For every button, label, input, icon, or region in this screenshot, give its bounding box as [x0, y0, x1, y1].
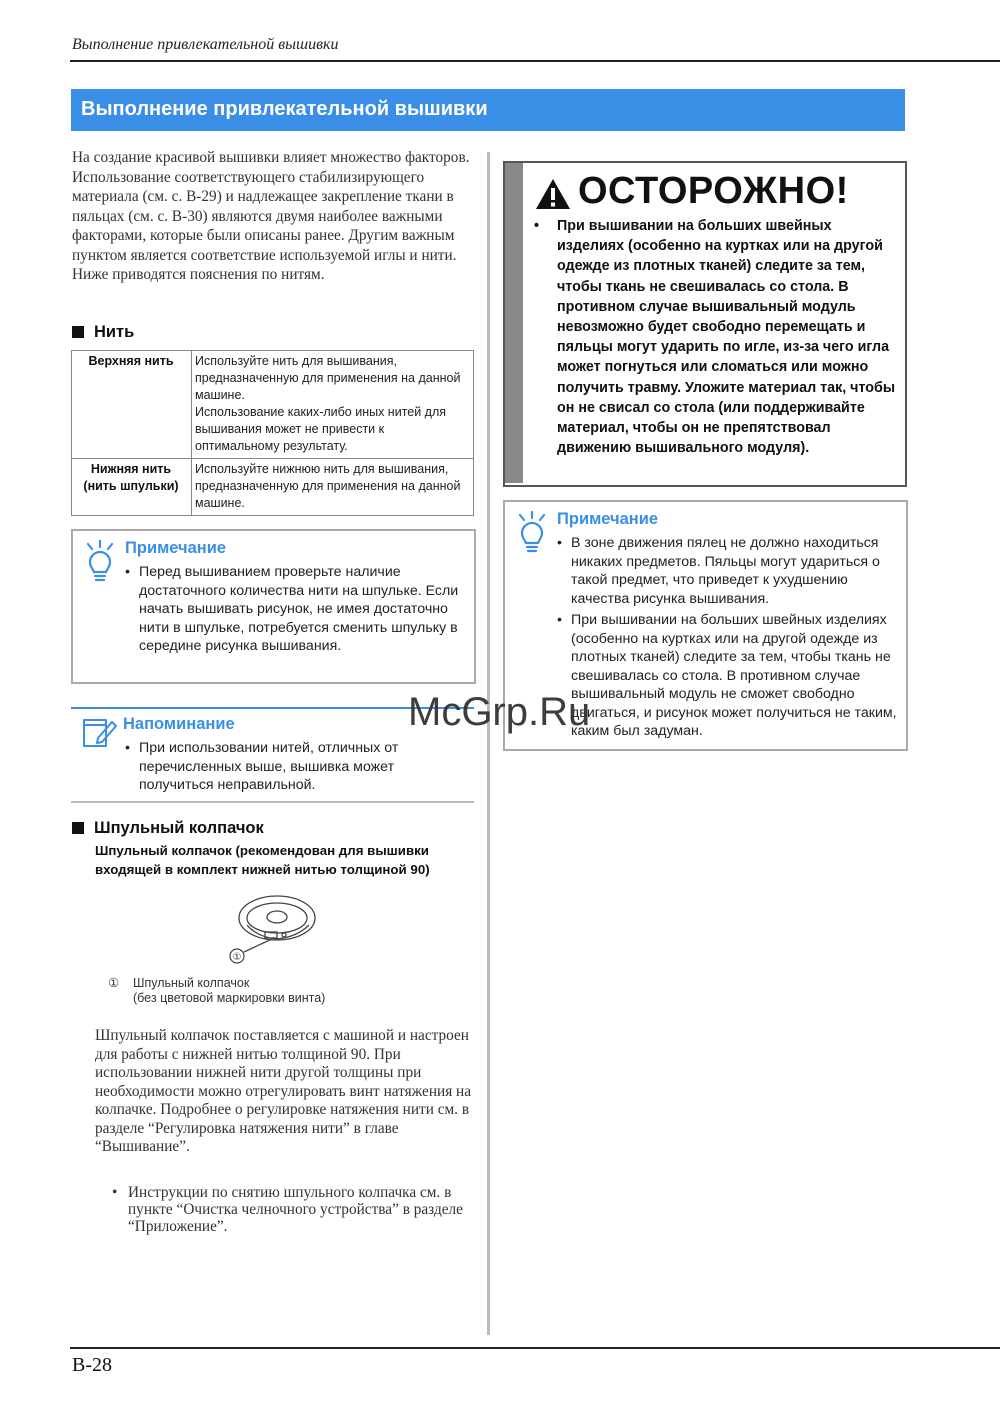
section-banner — [71, 89, 905, 131]
warning-side-bar — [505, 163, 523, 483]
reminder-list — [123, 739, 453, 795]
watermark: McGrp.Ru — [408, 690, 591, 734]
table-row — [72, 459, 474, 516]
thread-table — [71, 350, 474, 516]
bobbin-subheading: Шпульный колпачок (рекомендован для вышивки входящей в комплект нижней нитью толщиной 90) — [95, 843, 430, 877]
bobbin-heading-text: Шпульный колпачок — [94, 819, 264, 837]
running-title: Выполнение привлекательной вышивки — [72, 36, 339, 53]
warning-text-block — [534, 216, 902, 458]
banner-title: Выполнение привлекательной вышивки — [81, 98, 488, 120]
column-divider — [487, 152, 490, 1335]
list-item: • При вышивании на больших швейных изделиях (особенно на куртках или на другой одежде из плотных тканей) следите за тем, чтобы ткань не свешивалась со стола. В противном случае вышивальный модуль не сможет свободно двигаться, и рисунок может получиться не таким, каким был задуман. — [555, 611, 900, 741]
square-bullet-icon — [72, 326, 84, 338]
row-text: Используйте нить для вышивания, предназначенную для применения на данной машине. Использование каких-либо иных нитей для вышивания может не привести к оптимальному результату. — [192, 351, 474, 459]
bobbin-heading — [72, 819, 264, 838]
reminder-bottom-rule — [71, 801, 474, 803]
thread-heading-text: Нить — [94, 323, 135, 341]
caption-number: ① — [108, 976, 120, 990]
warning-title: ОСТОРОЖНО! — [578, 170, 849, 212]
reminder-title: Напоминание — [123, 715, 235, 733]
header-rule — [70, 60, 1000, 62]
warning-triangle-icon — [534, 177, 572, 211]
table-row — [72, 351, 474, 459]
page-number: B-28 — [72, 1354, 112, 1376]
bobbin-bullet-text: Инструкции по снятию шпульного колпачка см. в пункте “Очистка челночного устройства” в разделе “Приложение”. — [128, 1184, 463, 1235]
bobbin-body: Шпульный колпачок поставляется с машиной и настроен для работы с нижней нитью толщиной 90. При использовании нижней нити другой толщины при необходимости можно отрегулировать винт натяжения на колпачке. Подробнее о регулировке натяжения нити см. в разделе “Регулировка натяжения нити” в главе “Вышивание”. — [95, 1027, 472, 1155]
note-left-title: Примечание — [125, 539, 227, 557]
intro-paragraph: На создание красивой вышивки влияет множество факторов. Использование соответствующего стабилизирующего материала (см. с. B-29) и надлежащее закрепление ткани в пяльцах (см. с. B-30) являются двумя наиболее важными факторами, которые были описаны ранее. Другим важным пунктом является соответствие используемой иглы и нити. Ниже приводятся пояснения по нитям. — [72, 149, 470, 283]
footer-rule — [70, 1347, 1000, 1349]
reminder-notepad-icon — [82, 716, 118, 748]
note-left-list — [123, 563, 463, 656]
row-text: Используйте нижнюю нить для вышивания, предназначенную для применения на данной машине. — [192, 459, 474, 516]
note-bulb-icon — [82, 540, 120, 586]
bobbin-case-illustration — [222, 890, 322, 965]
caption-line-2: (без цветовой маркировки винта) — [133, 991, 326, 1005]
bobbin-bullet-mark: • — [112, 1184, 118, 1201]
caption-line-1: Шпульный колпачок — [133, 976, 250, 990]
row-label: Верхняя нить — [72, 351, 192, 459]
warning-bullet: • — [534, 218, 540, 234]
warning-text: При вышивании на больших швейных изделиях (особенно на куртках или на другой одежде из плотных тканей) следите за тем, чтобы ткань не свешивалась со стола. В противном случае вышивальный модуль невозможно будет свободно перемещать и пяльцы могут ударить по игле, из-за чего игла может погнуться или сломаться или можно получить травму. Уложите материал так, чтобы он не свисал со стола (или поддерживайте материал, чтобы он не препятствовал движению вышивального модуля). — [557, 218, 896, 457]
list-item: • Перед вышиванием проверьте наличие достаточного количества нити на шпульке. Если начать вышивать рисунок, не имея достаточно нити в шпульке, потребуется сменить шпульку в середине рисунка вышивания. — [123, 563, 463, 656]
list-item: • При использовании нитей, отличных от перечисленных выше, вышивка может получиться неправильной. — [123, 739, 453, 795]
callout-number: ① — [232, 952, 242, 963]
square-bullet-icon — [72, 822, 84, 834]
note-right-list — [555, 534, 900, 741]
row-label: Нижняя нить (нить шпульки) — [72, 459, 192, 516]
note-right-title: Примечание — [557, 510, 659, 528]
thread-heading — [72, 323, 134, 342]
note-bulb-icon — [514, 511, 552, 557]
list-item: • В зоне движения пялец не должно находиться никаких предметов. Пяльцы могут удариться о такой предмет, что приведет к ухудшению качества рисунка вышивания. — [555, 534, 900, 608]
